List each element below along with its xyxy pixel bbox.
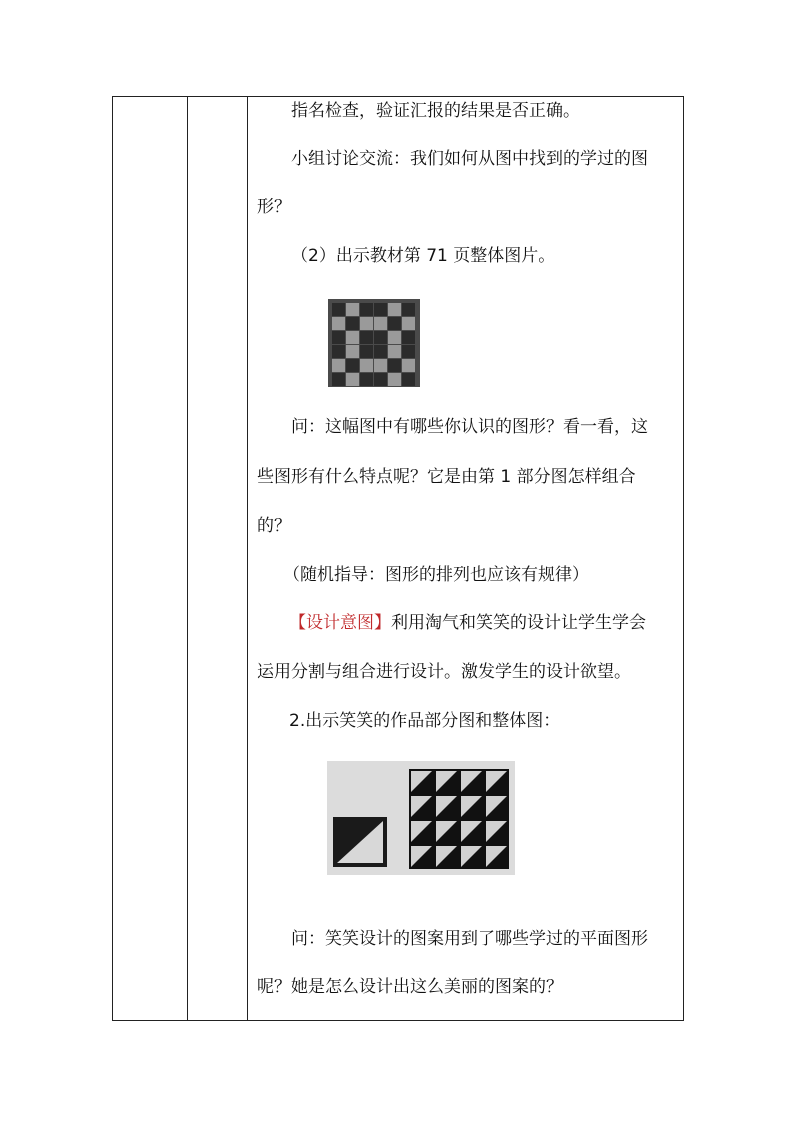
- paragraph-design-intent-line1: [289, 611, 709, 635]
- design-intent-text: 利用淘气和笑笑的设计让学生学会: [391, 613, 646, 633]
- lesson-table: [112, 96, 684, 1021]
- paragraph-final-question-line1: 问：笑笑设计的图案用到了哪些学过的平面图形: [291, 929, 648, 949]
- content-cell: [247, 97, 685, 1020]
- paragraph-show-work: 2.出示笑笑的作品部分图和整体图：: [289, 711, 561, 731]
- paragraph-question-line2: 些图形有什么特点呢？它是由第 1 部分图怎样组合: [257, 467, 636, 487]
- paragraph-show-textbook: （2）出示教材第 71 页整体图片。: [291, 246, 556, 266]
- design-intent-tag: 【设计意图】: [289, 613, 391, 633]
- paragraph-design-intent-line2: 运用分割与组合进行设计。激发学生的设计欲望。: [257, 662, 631, 682]
- paragraph-check: 指名检查，验证汇报的结果是否正确。: [291, 101, 580, 121]
- paragraph-question-line1: 问：这幅图中有哪些你认识的图形？看一看，这: [291, 417, 648, 437]
- paragraph-question-line3: 的？: [257, 516, 291, 536]
- paragraph-discussion-line1: 小组讨论交流：我们如何从图中找到的学过的图: [291, 149, 648, 169]
- column-divider-1: [187, 97, 188, 1020]
- paragraph-discussion-line2: 形？: [257, 197, 291, 217]
- paragraph-guidance: （随机指导：图形的排列也应该有规律）: [283, 565, 589, 585]
- paragraph-final-question-line2: 呢？她是怎么设计出这么美丽的图案的？: [257, 977, 563, 997]
- triangle-pattern-image: [327, 761, 515, 875]
- checkerboard-pattern-image: [328, 299, 420, 387]
